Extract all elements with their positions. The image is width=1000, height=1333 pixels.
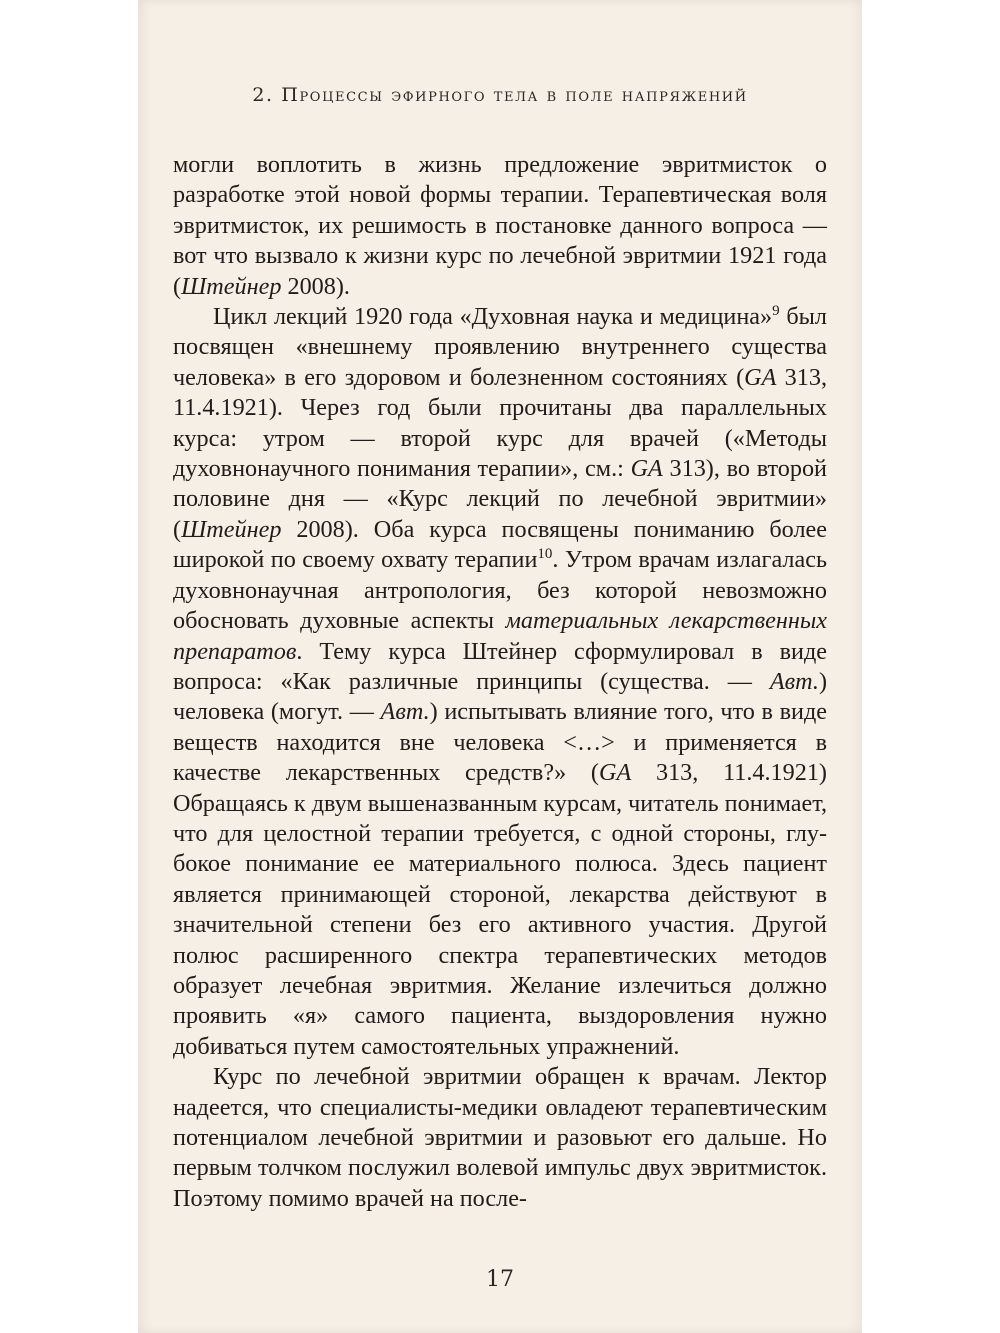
- italic-text: GA: [598, 759, 632, 787]
- book-page: [138, 0, 862, 1333]
- italic-text: Штейнер: [181, 272, 282, 300]
- paragraph-p3: Курс по лечебной эвритмии обращен к врачам. Лектор надеется, что специалисты-медики овладеют терапевтическим потенциалом лечебной эвритмии и разовьют его дальше. Но первым толчком послужил волевой импульс двух эвритмисток. Поэтому помимо врачей на после-: [173, 1063, 827, 1212]
- italic-text: GA: [630, 455, 663, 483]
- italic-text: Штейнер: [181, 515, 282, 543]
- italic-text: материальных лекарственных препаратов: [173, 607, 827, 665]
- paragraph-p2: Цикл лекций 1920 года «Духовная наука и медицина»$^9$ был посвящен «внешнему проявлению внутреннего существа человека» в его здоровом и болезненном состояниях (GA 313, 11.4.1921). Через год были прочитаны два параллельных курса: утром — второй курс для врачей («Методы духовнонаучного понимания терапии», см.: GA 313), во второй половине дня — «Курс лекций по лечебной эвритмии» (Штейнер 2008). Оба курса посвящены пониманию более широкой по своему охвату терапии$^{10}$. Утром врачам излагалась духовнонаучная антропология, без которой невозможно обосновать духовные аспекты материальных лекарственных препаратов. Тему курса Штейнер сформулировал в виде вопроса: «Как различные принципы (существа. — Авт.) человека (могут. — Авт.) испытывать влияние того, что в виде веществ находится вне человека <…> и применяется в качестве лекарственных средств?» (GA 313, 11.4.1921) Обращаясь к двум вышеназванным курсам, читатель понимает, что для целостной терапии требуется, с одной стороны, глубокое понимание ее материального полюса. Здесь пациент является принимающей стороной, лекарства действуют в значительной степени без его активного участия. Другой полюс расширенного спектра терапевтических методов образует лечебная эвритмия. Желание излечиться должно проявить «я» самого пациента, выздоровления нужно добиваться путем самостоятельных упражнений.: [173, 302, 827, 1060]
- footnote-ref: 9: [772, 302, 780, 319]
- italic-text: GA: [744, 363, 777, 391]
- italic-text: Авт.: [380, 698, 430, 726]
- italic-text: Авт.: [769, 667, 819, 695]
- paragraph-p1: могли воплотить в жизнь предложение эвритмисток о разработке этой новой формы терапии. Терапевтическая воля эвритмисток, их решимость в постановке данного вопроса — вот что вызвало к жизни курс по лечебной эвритмии 1921 года (Штейнер 2008).: [173, 151, 827, 300]
- body-text: [173, 150, 827, 1214]
- footnote-ref: 10: [537, 546, 553, 563]
- page-number: 17: [486, 1267, 514, 1292]
- running-head: 2. Процессы эфирного тела в поле напряжений: [252, 84, 748, 106]
